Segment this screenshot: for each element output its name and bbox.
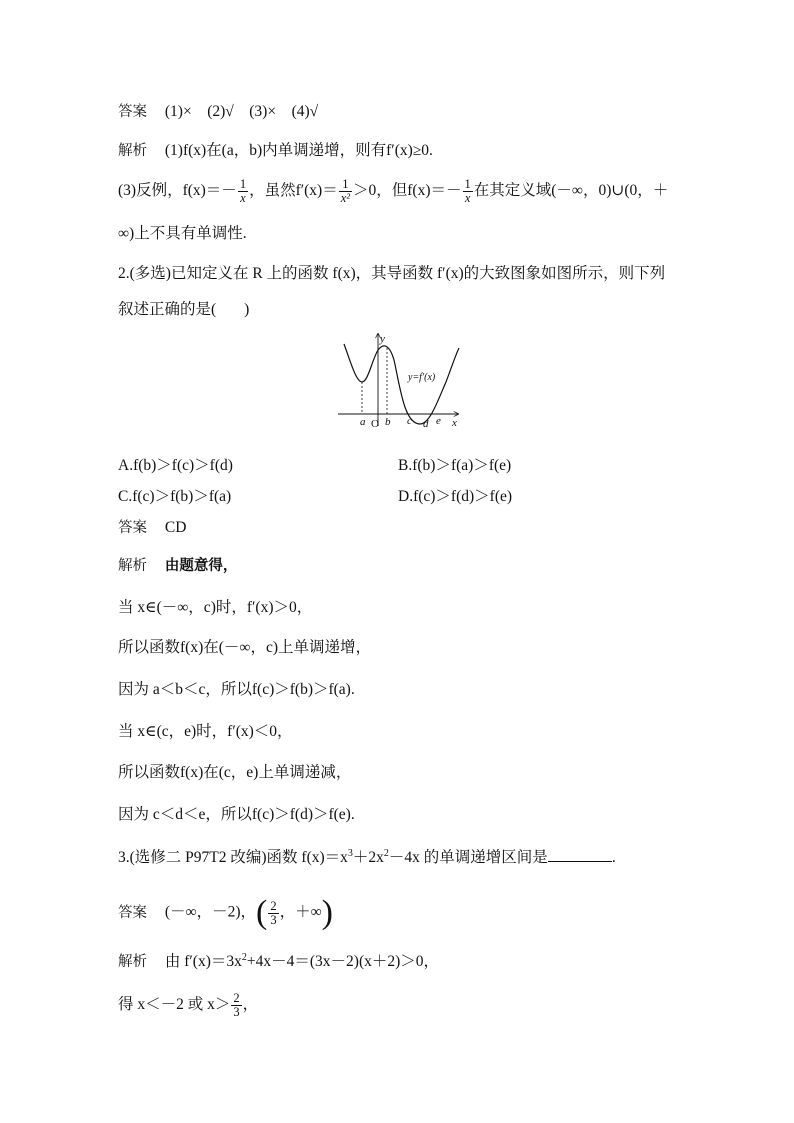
analysis-label: 解析 xyxy=(118,143,147,159)
analysis-text: 由 f′(x)＝3x xyxy=(164,953,242,970)
analysis-2-line-3: 所以函数f(x)在(－∞，c)上单调递增， xyxy=(118,639,371,656)
question-text: ) xyxy=(244,301,250,318)
analysis-1-line-3 xyxy=(118,224,247,244)
analysis-2-line-1 xyxy=(118,556,237,576)
analysis-label: 解析 xyxy=(118,558,147,574)
fraction xyxy=(463,178,473,205)
analysis-text: +4x－4＝(3x－2)(x＋2)＞0， xyxy=(246,953,440,970)
exponent: 2 xyxy=(241,952,247,963)
fraction-denominator: x² xyxy=(340,191,350,205)
analysis-text: (3)反例，f(x)＝－ xyxy=(118,182,237,200)
analysis-text: 在其定义域(－∞，0)∪(0，＋ xyxy=(473,182,669,200)
analysis-text: 由题意得， xyxy=(164,558,238,574)
analysis-text: ， xyxy=(242,996,259,1014)
option-a: A.f(b)＞f(c)＞f(d) xyxy=(118,457,233,474)
point-c-label: c xyxy=(407,415,412,427)
answer-blank xyxy=(548,846,612,862)
question-text: ＋2x xyxy=(352,849,384,866)
analysis-label: 解析 xyxy=(118,954,147,970)
fraction-denominator: x xyxy=(240,191,246,205)
fraction xyxy=(231,992,241,1019)
left-paren: ( xyxy=(256,894,268,931)
analysis-2-line-5: 当 x∈(c，e)时，f′(x)＜0， xyxy=(118,723,293,740)
analysis-2-line-4: 因为 a＜b＜c，所以f(c)＞f(b)＞f(a). xyxy=(118,681,355,698)
question-text: . xyxy=(611,849,616,866)
derivative-graph xyxy=(334,330,464,430)
answer-3 xyxy=(118,894,333,931)
fraction-numerator: 1 xyxy=(464,177,471,191)
analysis-text: 得 x＜－2 或 x＞ xyxy=(118,996,231,1014)
right-paren: ) xyxy=(321,894,333,931)
fraction-numerator: 1 xyxy=(239,177,247,191)
fraction xyxy=(238,178,248,205)
fraction-numerator: 2 xyxy=(233,991,240,1005)
question-text: 叙述正确的是( xyxy=(118,301,217,318)
answer-text: CD xyxy=(164,519,187,536)
option-d: D.f(c)＞f(d)＞f(e) xyxy=(398,488,513,505)
analysis-text: ，虽然f′(x)＝ xyxy=(249,182,338,200)
exponent: 3 xyxy=(347,848,353,859)
point-a-label: a xyxy=(360,416,366,428)
answer-label: 答案 xyxy=(118,520,147,536)
derivative-curve xyxy=(344,344,459,424)
fraction-numerator: 1 xyxy=(339,178,352,192)
answer-2 xyxy=(118,518,186,538)
option-b: B.f(b)＞f(a)＞f(e) xyxy=(398,457,512,474)
analysis-3-line-1 xyxy=(118,952,439,972)
question-2-stem-line-2 xyxy=(118,300,249,320)
answer-text: (－∞，－2)， xyxy=(164,903,256,921)
analysis-2-line-7: 因为 c＜d＜e，所以f(c)＞f(d)＞f(e). xyxy=(118,806,355,823)
point-e-label: e xyxy=(436,415,441,427)
analysis-1-line-1 xyxy=(118,141,433,161)
exponent: 2 xyxy=(383,848,389,859)
question-3-stem xyxy=(118,846,616,868)
answer-text: ，＋∞ xyxy=(279,903,322,921)
question-text: －4x 的单调递增区间是 xyxy=(388,849,548,866)
analysis-3-line-2 xyxy=(118,992,258,1019)
answer-label: 答案 xyxy=(118,904,147,921)
fraction-denominator: x xyxy=(464,191,471,205)
fraction-denominator: 3 xyxy=(233,1005,240,1019)
fraction xyxy=(339,178,352,205)
analysis-text: ∞)上不具有单调性. xyxy=(118,225,247,242)
analysis-2-line-2: 当 x∈(－∞，c)时，f′(x)＞0， xyxy=(118,599,313,616)
question-text: 2.(多选)已知定义在 R 上的函数 f(x)，其导函数 f′(x)的大致图象如图所示，则下列 xyxy=(118,265,666,282)
fraction-denominator: 3 xyxy=(270,912,277,927)
analysis-text: (1)f(x)在(a，b)内单调递增，则有f′(x)≥0. xyxy=(164,142,433,159)
point-d-label: d xyxy=(423,418,429,430)
y-axis-label: y xyxy=(380,333,385,345)
question-2-stem-line-1 xyxy=(118,264,665,284)
question-text: 3.(选修二 P97T2 改编)函数 f(x)＝x xyxy=(118,849,348,866)
origin-label: O xyxy=(371,418,379,430)
analysis-1-line-2 xyxy=(118,178,668,205)
fraction-numerator: 2 xyxy=(270,898,277,913)
answer-1 xyxy=(118,102,318,122)
fraction xyxy=(268,900,278,927)
x-axis-label: x xyxy=(452,417,457,429)
option-c: C.f(c)＞f(b)＞f(a) xyxy=(118,488,232,505)
answer-label: 答案 xyxy=(118,104,147,120)
analysis-text: ＞0，但f(x)＝－ xyxy=(353,182,462,200)
curve-label: y=f′(x) xyxy=(408,372,436,383)
point-b-label: b xyxy=(385,416,391,428)
analysis-2-line-6: 所以函数f(x)在(c，e)上单调递减， xyxy=(118,764,352,781)
answer-text: (1)× (2)√ (3)× (4)√ xyxy=(164,103,319,120)
